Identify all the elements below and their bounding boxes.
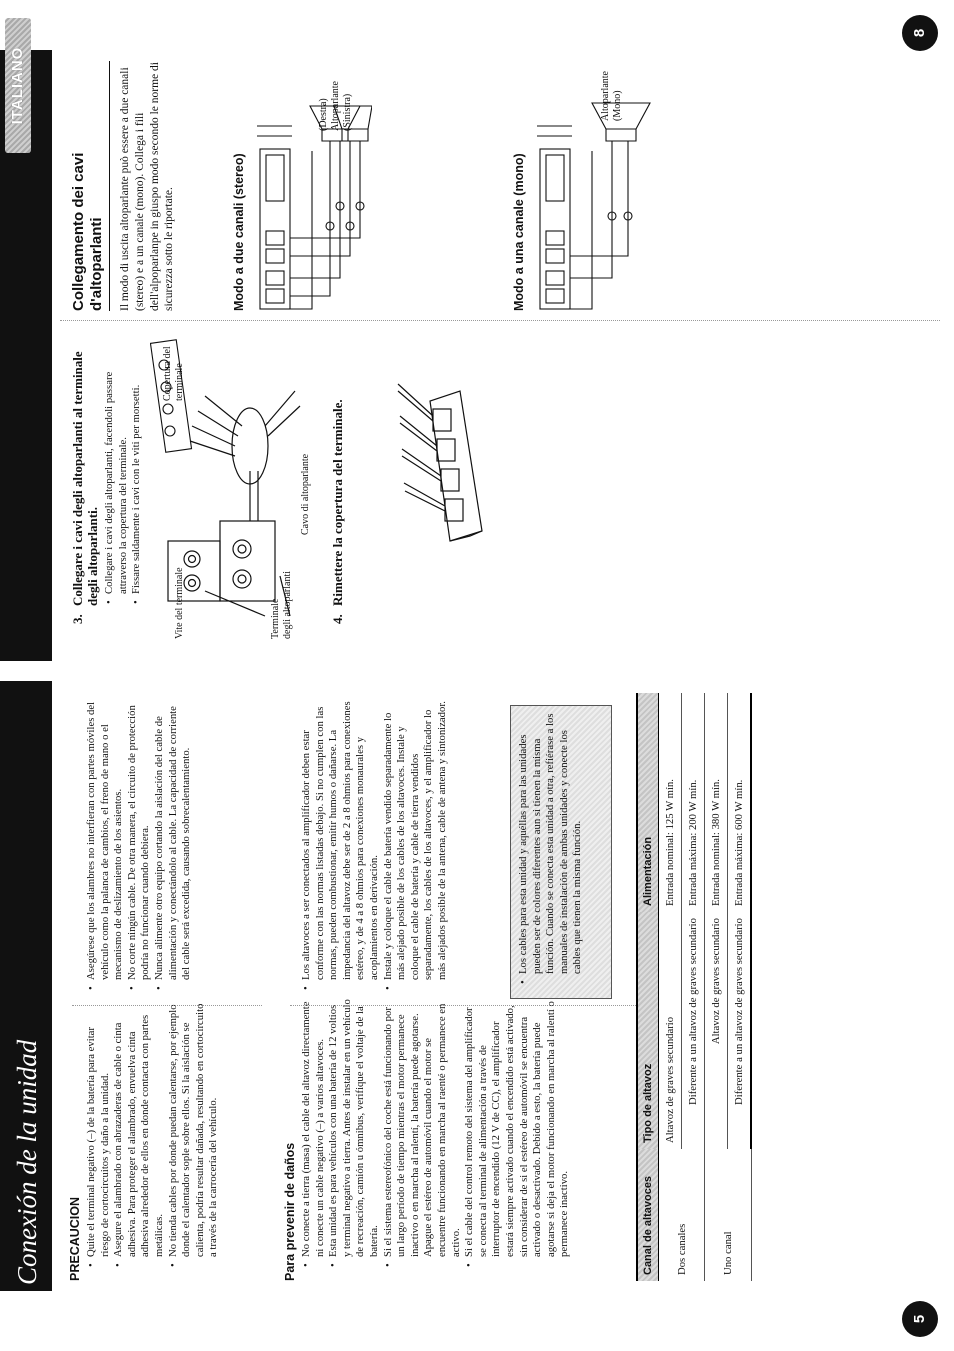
note-list [517,706,585,985]
label-sinistra: (Sinistra) [342,93,353,131]
list-item: • Quite el terminal negativo (–) de la batería para evitar riesgo de cortocircuitos y daño a la unidad. [85,999,112,1257]
label-mono: (Mono) [612,90,623,121]
list-item: • No corte ningún cable. De otra manera, el circuito de protección podría no funcionar cuando debiera. [126,700,153,980]
precaucion-list-1 [85,999,221,1268]
table-row [705,693,728,1281]
column-divider [72,1005,262,1006]
page-number-right: 8 [902,15,938,51]
label-terminale-2: degli altoparlanti [282,570,293,639]
collegamento-intro: Il modo di uscita altoparlante può essere a due canali (stereo) e a un canale (mono). Collega i fili dell'alpoparlanpe in giuspo modo secondo le norme di sicurezza sotto le riportate. [119,62,176,311]
column-divider [60,320,940,321]
table-cell: Uno canal [705,1149,752,1281]
label-destra: (Destra) [318,98,329,131]
speaker-table [636,693,752,1281]
precaucion-heading: PRECAUCION [68,1196,82,1281]
page-title: Conexión de la unidad [12,1039,42,1285]
step3-title: Collegare i cavi degli altoparlanti al terminale degli altoparlanti. [70,351,100,606]
label-altoparlante-mono: Altoparlante [600,71,611,121]
list-item: • Collegare i cavi degli altoparlanti, facendoli passare attraverso la copertura del terminale. [103,329,130,594]
list-item: • Nunca alimente otro equipo cortando la aislación del cable de alimentación y conectándolo al cable. La capacidad de corriente del cable será excedida, causando sobrecalentamiento. [153,700,194,980]
column-divider [290,1005,650,1006]
title-rule [109,61,110,311]
list-item: • Instale y coloque el cable de batería vendido separadamente lo más alejado posible de los cables de los altavoces. Instale y coloque el cable de batería y cable de tierra vendidos separadamente, los cables de los altavoces, y el amplificador lo más alejados posible de la antena, cable de antena y sintonizador. [382,700,450,980]
list-item: • Los altavoces a ser conectados al amplificador deben estar conforme con las normas listadas debajo. Si no cumplen con las normas, pueden combustionar, emitir humos o dañarse. La impedancia del altavoz debe ser de 2 a 8 ohmios para conexiones estéreo, y de 4 a 8 ohmios para conexiones monaurales y acoplamientos en derivación. [300,700,382,980]
table-header: Tipo de altavoz [637,912,659,1149]
table-cell: Diferente a un altavoz de graves secundario [728,912,752,1149]
label-copertura-2: terminale [174,363,185,401]
danos-list-2 [300,700,450,991]
list-item: • Los cables para esta unidad y aquéllas para las unidades pueden ser de colores diferentes aun si tienen la misma función. Cuando se conecta esta unidad a otra, refiérase a los manuales de instalación de ambas unidades y conecte los cables que tienen la misma función. [517,706,585,974]
step3-number: 3. [70,614,85,624]
step4-number: 4. [330,614,345,624]
step4-title: Rimettere la copertura del terminale. [330,399,345,606]
table-row [659,693,682,1281]
label-altoparlante-stereo: Altoparlante [330,81,341,131]
list-item: • Si el sistema estereofónico del coche está funcionando por un largo período de tiempo mientras el motor permanece inactivo o en marcha al ralentí, la batería puede agotarse. Apague el estéreo de automóvil cuando el motor se encuentre funcionando en marcha al raenté o permanece en activo. [382,999,464,1257]
list-item: • No tienda cables por donde puedan calentarse, por ejemplo donde el calentador sople sobre ellos. Si la aislación se calienta, podría resultar dañada, resultando en cortocircuito a través de la carrocería del vehículo. [167,999,221,1257]
label-terminale-1: Terminale [270,598,281,639]
stereo-heading: Modo a due canali (stereo) [232,153,246,311]
list-item: • No conecte a tierra (masa) el cable del altavoz directamente ni conecte un cable negativo (–) a varios altavoces. [300,999,327,1257]
table-cell: Altavoz de graves secundario [705,912,728,1149]
table-header: Alimentación [637,693,659,912]
table-cell: Entrada nominal: 125 W mín. [659,693,682,912]
stereo-diagram [252,61,372,311]
step3-list [103,329,144,605]
collegamento-title: Collegamento dei cavi d'altoparlanti [70,152,105,311]
list-item: • Esta unidad es para vehículos con una batería de 12 voltios y terminal negativo a tierra. Antes de instalar en un vehículo de recreación, camión u ómnibus, verifique el voltaje de la batería. [327,999,381,1257]
page-number-left: 5 [902,1301,938,1337]
list-item: • Asegúrese que los alambres no interfieran con partes móviles del vehículo como la palanca de cambios, el freno de mano o el mecanismo de deslizamiento de los asientos. [85,700,126,980]
cover-illustration [390,341,500,551]
table-cell: Diferente a un altavoz de graves secundario [682,912,705,1149]
danos-heading: Para prevenir de daños [283,1142,297,1281]
mono-heading: Modo a una canale (mono) [512,153,526,311]
table-cell: Entrada nominal: 380 W mín. [705,693,728,912]
table-header: Canal de altavoces [637,1149,659,1281]
table-header-row [637,693,659,1281]
note-box [510,705,612,999]
danos-list-1 [300,999,572,1268]
table-cell: Dos canales [659,1149,705,1281]
mono-diagram [532,61,652,311]
label-vite: Vite del terminale [174,567,185,639]
label-cavo: Cavo di altoparlante [300,453,311,535]
list-item: • Asegure el alambrado con abrazaderas de cable o cinta adhesiva. Para proteger el alambrado, envuelva cinta adhesiva alrededor de ellos en donde contacta con partes metálicas. [112,999,166,1257]
table-cell: Entrada máxima: 200 W mín. [682,693,705,912]
language-badge: ITALIANO [5,18,31,153]
precaucion-list-2 [85,700,194,991]
table-cell: Altavoz de graves secundario [659,912,682,1149]
table-cell: Entrada máxima: 600 W mín. [728,693,752,912]
label-copertura-1: Copertura del [162,346,173,401]
list-item: • Si el cable del control remoto del sistema del amplificador se conecta al terminal de alimentación a través de interruptor de encendido (12 V de CC), el amplificador estará siempre activado cuando el encendido está activado, sin considerar de si el estéreo de automóvil se encuentra activado o desactivado. Debido a esto, la batería puede agotarse si deja el motor funcionando en marcha al ralentí o permanece inactivo. [463,999,572,1257]
list-item: • Fissare saldamente i cavi con le viti per morsetti. [130,329,144,594]
